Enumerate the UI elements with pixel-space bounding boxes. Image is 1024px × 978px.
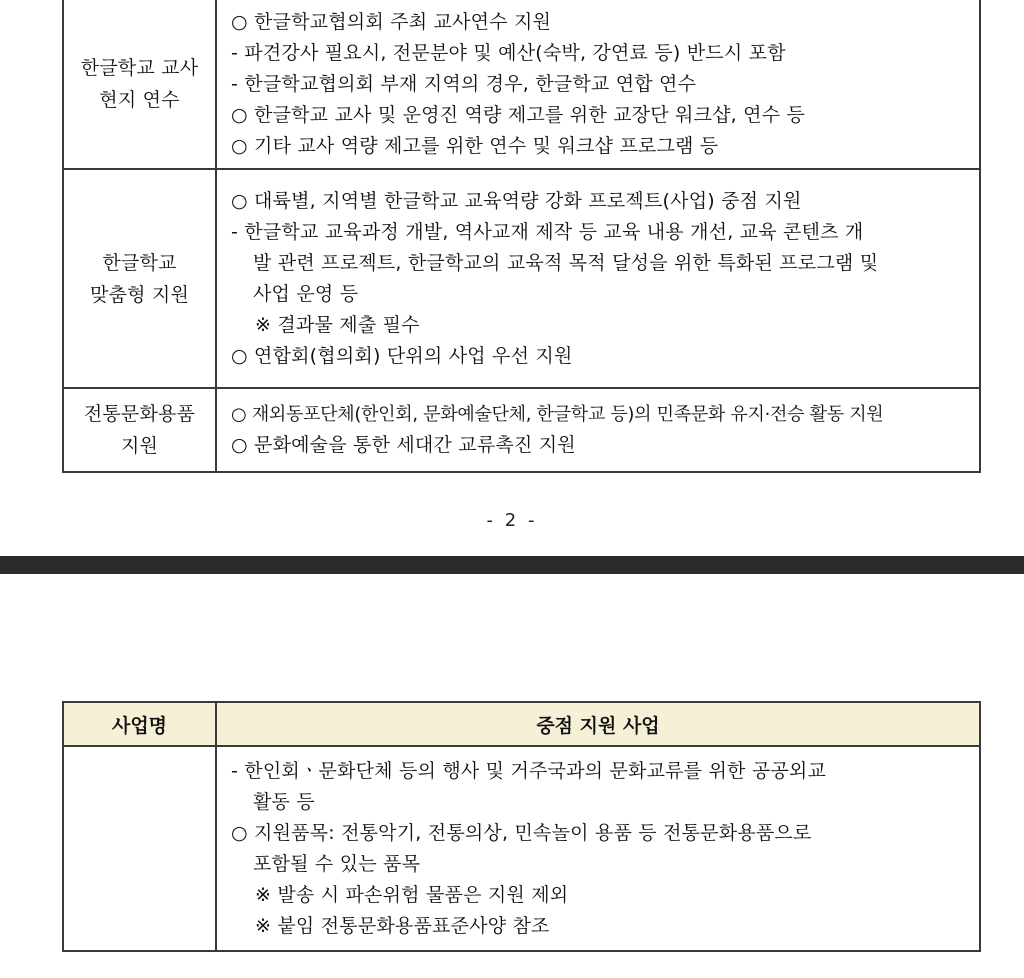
program-name-line: 지원 — [120, 435, 159, 457]
table-header-row — [63, 702, 980, 746]
program-name-line: 한글학교 교사 — [80, 57, 199, 79]
detail-line: 사업 운영 등 — [253, 282, 359, 305]
detail-line: - 한인회ㆍ문화단체 등의 행사 및 거주국과의 문화교류를 위한 공공외교 — [231, 759, 827, 782]
program-detail-cell — [216, 169, 980, 388]
program-detail-cell — [216, 388, 980, 472]
document-page-bottom — [0, 574, 1024, 978]
page-separator — [0, 556, 1024, 574]
table-row — [63, 388, 980, 472]
program-name-cell — [63, 0, 216, 169]
detail-line: ○ 한글학교 교사 및 운영진 역량 제고를 위한 교장단 워크샵, 연수 등 — [231, 103, 806, 126]
detail-line: 발 관련 프로젝트, 한글학교의 교육적 목적 달성을 위한 특화된 프로그램 및 — [253, 251, 879, 274]
column-header-key-support: 중점 지원 사업 — [216, 702, 980, 746]
program-name-line: 전통문화용품 — [83, 403, 196, 425]
program-name-cell — [63, 169, 216, 388]
detail-line: - 파견강사 필요시, 전문분야 및 예산(숙박, 강연료 등) 반드시 포함 — [231, 41, 786, 64]
detail-line: - 한글학교협의회 부재 지역의 경우, 한글학교 연합 연수 — [231, 72, 697, 95]
program-name-line: 한글학교 — [102, 251, 177, 274]
detail-line: 활동 등 — [253, 790, 315, 813]
column-header-program: 사업명 — [63, 702, 216, 746]
table-row — [63, 746, 980, 951]
program-name-line: 맞춤형 지원 — [89, 283, 189, 306]
support-programs-table — [62, 0, 981, 473]
note-line: ※ 발송 시 파손위험 물품은 지원 제외 — [255, 883, 569, 906]
detail-line: ○ 연합회(협의회) 단위의 사업 우선 지원 — [231, 344, 573, 367]
detail-line: ○ 한글학교협의회 주최 교사연수 지원 — [231, 10, 552, 33]
program-name-cell — [63, 388, 216, 472]
program-name-line: 현지 연수 — [99, 89, 180, 111]
page-number: - 2 - — [486, 510, 538, 531]
program-detail-cell — [216, 746, 980, 951]
note-line: ※ 붙임 전통문화용품표준사양 참조 — [255, 914, 550, 937]
detail-line: ○ 재외동포단체(한인회, 문화예술단체, 한글학교 등)의 민족문화 유지·전승 활동 지원 — [231, 404, 884, 425]
note-line: ※ 결과물 제출 필수 — [255, 313, 420, 336]
detail-line: ○ 문화예술을 통한 세대간 교류촉진 지원 — [231, 434, 576, 456]
table-row — [63, 169, 980, 388]
program-name-cell — [63, 746, 216, 951]
detail-line: ○ 대륙별, 지역별 한글학교 교육역량 강화 프로젝트(사업) 중점 지원 — [231, 189, 802, 212]
detail-line: - 한글학교 교육과정 개발, 역사교재 제작 등 교육 내용 개선, 교육 콘텐츠 개 — [231, 220, 864, 243]
detail-line: ○ 기타 교사 역량 제고를 위한 연수 및 워크샵 프로그램 등 — [231, 134, 719, 157]
key-support-table — [62, 701, 981, 952]
program-detail-cell — [216, 0, 980, 169]
table-row — [63, 0, 980, 169]
detail-line: ○ 지원품목: 전통악기, 전통의상, 민속놀이 용품 등 전통문화용품으로 — [231, 821, 812, 844]
detail-line: 포함될 수 있는 품목 — [253, 852, 421, 875]
